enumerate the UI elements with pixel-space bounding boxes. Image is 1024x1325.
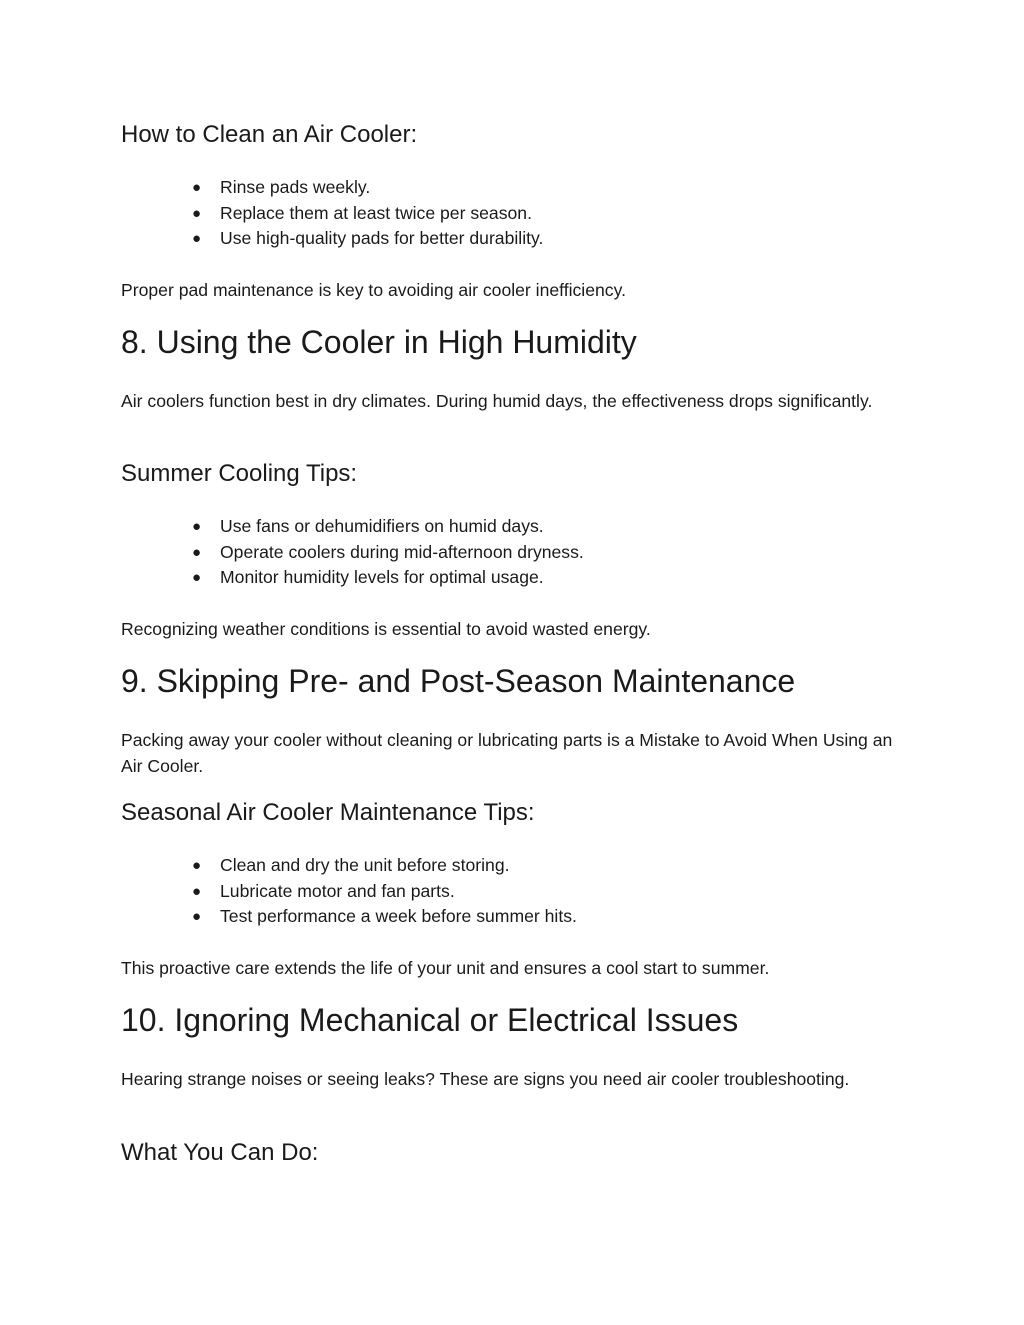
paragraph-weather: Recognizing weather conditions is essential to avoid wasted energy. bbox=[121, 619, 651, 639]
subheading-seasonal-tips: Seasonal Air Cooler Maintenance Tips: bbox=[121, 799, 535, 826]
bullet-icon: ● bbox=[192, 543, 202, 561]
paragraph-section-10: Hearing strange noises or seeing leaks? These are signs you need air cooler troubleshooting. bbox=[121, 1069, 850, 1089]
list-item-text: Replace them at least twice per season. bbox=[220, 202, 532, 223]
bullet-icon: ● bbox=[192, 908, 202, 925]
subheading-what-you-can-do: What You Can Do: bbox=[121, 1139, 319, 1166]
bullet-icon: ● bbox=[192, 518, 202, 535]
subheading-how-to-clean: How to Clean an Air Cooler: bbox=[121, 121, 418, 148]
list-item-text: Clean and dry the unit before storing. bbox=[220, 855, 510, 875]
list-item-text: Use fans or dehumidifiers on humid days. bbox=[220, 516, 544, 536]
list-item-text: Rinse pads weekly. bbox=[220, 177, 371, 197]
bullet-icon: ● bbox=[192, 204, 202, 222]
list-item-text: Monitor humidity levels for optimal usage. bbox=[220, 567, 544, 587]
list-item-text: Lubricate motor and fan parts. bbox=[220, 880, 455, 901]
bullet-icon: ● bbox=[192, 230, 202, 247]
section-8-title: 8. Using the Cooler in High Humidity bbox=[121, 324, 637, 360]
paragraph-proactive-care: This proactive care extends the life of your unit and ensures a cool start to summer. bbox=[121, 958, 770, 978]
paragraph-section-8: Air coolers function best in dry climates. During humid days, the effectiveness drops significantly. bbox=[121, 391, 873, 411]
bullet-icon: ● bbox=[192, 882, 202, 900]
paragraph-pad-maintenance: Proper pad maintenance is key to avoiding air cooler inefficiency. bbox=[121, 280, 626, 300]
list-item-text: Test performance a week before summer hits. bbox=[220, 906, 577, 926]
bullet-icon: ● bbox=[192, 569, 202, 586]
list-item-text: Use high-quality pads for better durability. bbox=[220, 228, 544, 248]
bullet-icon: ● bbox=[192, 179, 202, 196]
paragraph-section-9: Packing away your cooler without cleaning or lubricating parts is a Mistake to Avoid When Using an Air Cooler. bbox=[121, 730, 893, 776]
list-item-text: Operate coolers during mid-afternoon dryness. bbox=[220, 541, 584, 562]
section-9-title: 9. Skipping Pre- and Post-Season Maintenance bbox=[121, 663, 796, 699]
section-10-title: 10. Ignoring Mechanical or Electrical Issues bbox=[121, 1002, 739, 1038]
subheading-summer-tips: Summer Cooling Tips: bbox=[121, 460, 358, 487]
bullet-icon: ● bbox=[192, 857, 202, 874]
